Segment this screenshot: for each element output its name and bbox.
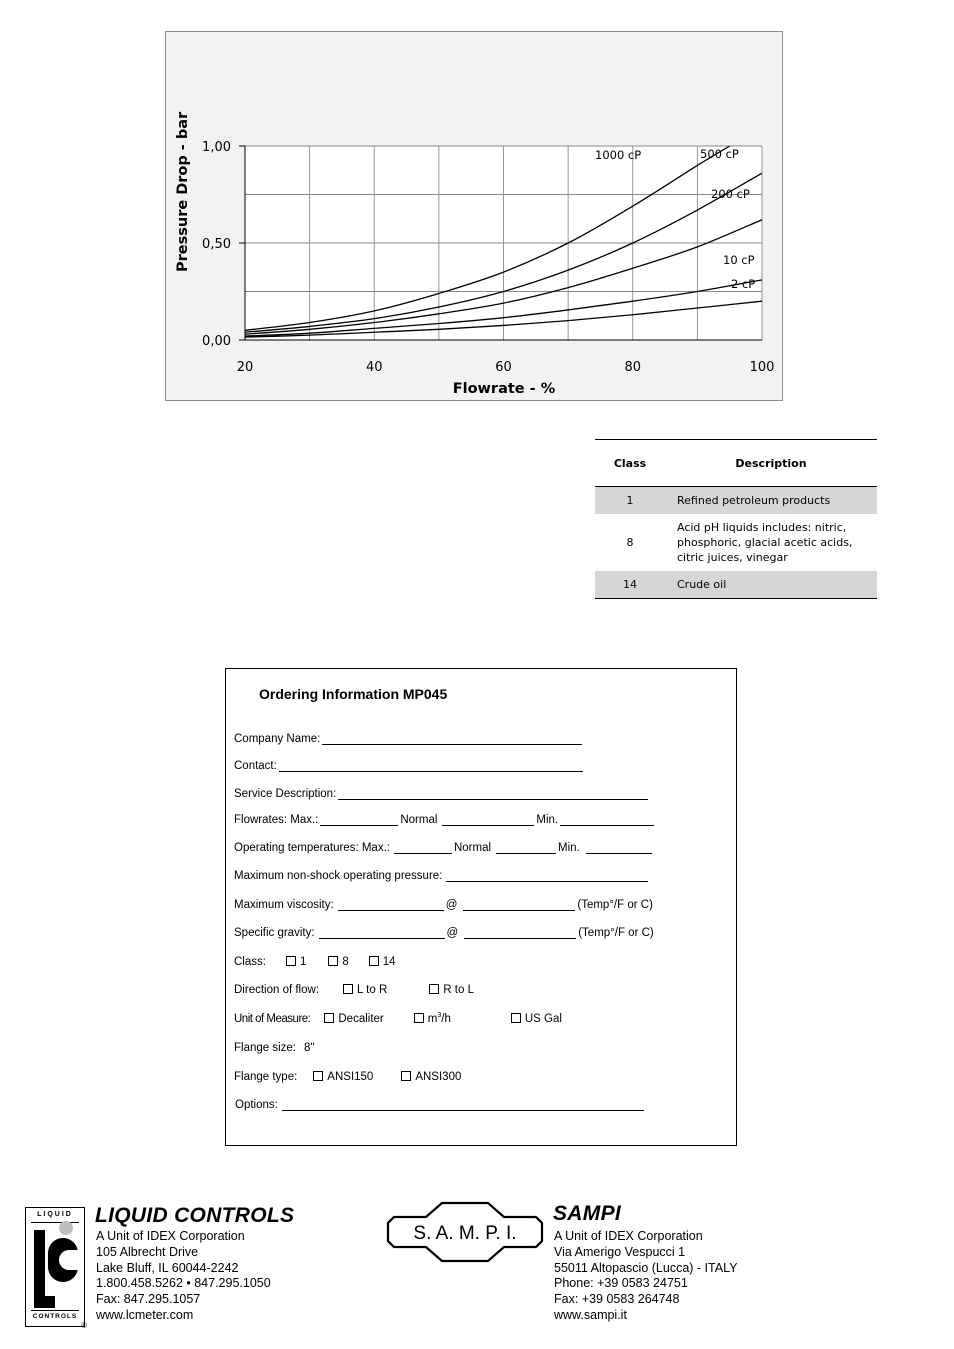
contact-label: Contact: <box>234 760 277 772</box>
pressure-row <box>234 866 650 882</box>
temperatures-row <box>234 838 654 854</box>
lc-website-link[interactable]: www.lcmeter.com <box>96 1307 194 1322</box>
temp-normal-label: Normal <box>453 842 492 854</box>
service-description-label: Service Description: <box>234 788 337 800</box>
x-tick-label: 100 <box>749 360 775 375</box>
class-14-checkbox[interactable] <box>369 956 379 966</box>
options-label: Options: <box>235 1099 278 1111</box>
description-line: Acid pH liquids includes: nitric, <box>677 521 847 534</box>
temp-min-label: Min. <box>558 842 580 854</box>
ansi300-label: ANSI300 <box>415 1071 462 1083</box>
m3h-label <box>428 1012 451 1025</box>
lc-line: Lake Bluff, IL 60044-2242 <box>96 1260 239 1275</box>
sampi-website-link[interactable]: www.sampi.it <box>554 1307 627 1322</box>
ansi150-checkbox[interactable] <box>313 1071 323 1081</box>
class-8-label: 8 <box>342 956 349 968</box>
sampi-line: Phone: +39 0583 24751 <box>554 1276 688 1291</box>
viscosity-temp-field[interactable] <box>463 898 575 911</box>
y-tick-label: 0,00 <box>202 334 231 349</box>
table-row <box>595 571 877 599</box>
gravity-temp-field[interactable] <box>464 926 576 939</box>
pressure-drop-chart <box>0 0 954 420</box>
liquid-controls-logo <box>25 1207 87 1330</box>
class-1-label: 1 <box>299 956 307 968</box>
contact-field[interactable] <box>279 759 583 772</box>
m3h-label-m: m <box>427 1013 438 1025</box>
us-gal-label: US Gal <box>524 1013 562 1025</box>
header-description: Description <box>735 456 807 470</box>
max-pressure-field[interactable] <box>446 869 648 882</box>
gravity-temp-unit: (Temp°/F or C) <box>578 927 654 939</box>
description-cell: Refined petroleum products <box>677 494 831 507</box>
flange-type-label: Flange type: <box>234 1071 298 1083</box>
flange-size-value: 8" <box>304 1042 315 1054</box>
flowrates-max-label: Flowrates: Max.: <box>234 814 319 826</box>
sampi-logo-text: S. A. M. P. I. <box>413 1223 517 1244</box>
x-tick-label: 20 <box>236 360 254 375</box>
x-axis-label: Flowrate - % <box>452 381 556 397</box>
specific-gravity-row <box>234 923 654 939</box>
table-row <box>595 486 877 514</box>
company-name-label: Company Name: <box>234 733 321 745</box>
class-label: Class: <box>234 956 266 968</box>
description-line: citric juices, vinegar <box>677 551 788 564</box>
lc-line: 105 Albrecht Drive <box>96 1244 199 1259</box>
liquid-controls-address <box>96 1229 271 1324</box>
x-tick-label: 40 <box>365 360 383 375</box>
r-to-l-label: R to L <box>443 984 474 996</box>
y-tick-label: 0,50 <box>202 237 231 252</box>
y-axis-label: Pressure Drop - bar <box>175 111 191 272</box>
m3h-label-h: /h <box>441 1013 451 1025</box>
ordering-form <box>225 668 737 1146</box>
series-label: 1000 cP <box>595 148 642 162</box>
options-row <box>235 1095 646 1111</box>
unit-label: Unit of Measure: <box>234 1013 311 1025</box>
class-1-checkbox[interactable] <box>286 956 296 966</box>
max-pressure-label: Maximum non-shock operating pressure: <box>234 870 443 882</box>
company-name-row <box>234 729 584 745</box>
y-tick-label: 1,00 <box>202 140 231 155</box>
unit-row <box>234 1009 562 1025</box>
class-8-checkbox[interactable] <box>328 956 338 966</box>
flowrate-min-label: Min. <box>536 814 559 826</box>
x-tick-label: 60 <box>495 360 512 375</box>
sampi-name: SAMPI <box>553 1202 622 1225</box>
class-14-label: 14 <box>382 956 396 968</box>
specific-gravity-label: Specific gravity: <box>234 927 315 939</box>
decaliter-label: Decaliter <box>338 1013 384 1025</box>
options-field[interactable] <box>282 1098 644 1111</box>
lc-line: A Unit of IDEX Corporation <box>96 1229 245 1243</box>
flange-size-label: Flange size: <box>234 1042 297 1054</box>
header-class: Class <box>613 456 647 470</box>
series-label: 10 cP <box>723 253 755 267</box>
r-to-l-checkbox[interactable] <box>429 984 439 994</box>
m3h-checkbox[interactable] <box>414 1013 424 1023</box>
class-row <box>234 952 396 968</box>
flowrates-row <box>234 810 656 826</box>
x-tick-label: 80 <box>624 360 642 375</box>
series-label: 500 cP <box>700 147 739 161</box>
viscosity-row <box>234 895 653 911</box>
flange-type-row <box>234 1067 461 1083</box>
description-cell: Crude oil <box>677 578 727 591</box>
logo-l-bar <box>34 1230 45 1308</box>
flange-size-row <box>234 1038 315 1054</box>
temperatures-max-label: Operating temperatures: Max.: <box>234 842 390 854</box>
service-description-field[interactable] <box>338 787 648 800</box>
specific-gravity-field[interactable] <box>319 926 445 939</box>
l-to-r-label: L to R <box>357 984 388 996</box>
viscosity-at-label: @ <box>445 899 458 911</box>
gravity-at-label: @ <box>446 927 459 939</box>
sampi-address <box>554 1229 737 1324</box>
lc-line: 1.800.458.5262 • 847.295.1050 <box>96 1276 271 1291</box>
flowrate-max-field[interactable] <box>320 813 398 826</box>
service-description-row <box>234 784 650 800</box>
ansi300-checkbox[interactable] <box>401 1071 411 1081</box>
description-cell <box>665 520 877 565</box>
contact-row <box>234 756 585 772</box>
us-gal-checkbox[interactable] <box>511 1013 521 1023</box>
flowrate-normal-field[interactable] <box>442 813 534 826</box>
description-line: phosphoric, glacial acetic acids, <box>677 536 853 549</box>
series-label: 2 cP <box>731 277 756 291</box>
sampi-line: 55011 Altopascio (Lucca) - ITALY <box>554 1260 738 1275</box>
liquid-controls-name: LIQUID CONTROLS <box>95 1204 295 1227</box>
direction-row <box>234 980 474 996</box>
max-viscosity-label: Maximum viscosity: <box>234 899 334 911</box>
sampi-line: A Unit of IDEX Corporation <box>554 1229 703 1243</box>
flowrate-normal-label: Normal <box>400 814 438 826</box>
sampi-line: Fax: +39 0583 264748 <box>554 1292 680 1307</box>
form-title: Ordering Information MP045 <box>259 686 448 702</box>
l-to-r-checkbox[interactable] <box>343 984 353 994</box>
chart-grid <box>239 146 762 340</box>
temp-normal-field[interactable] <box>496 841 556 854</box>
logo-dot <box>59 1221 73 1235</box>
class-cell: 8 <box>626 536 634 549</box>
viscosity-temp-unit: (Temp°/F or C) <box>577 899 653 911</box>
table-row <box>595 514 877 571</box>
sampi-line: Via Amerigo Vespucci 1 <box>554 1244 686 1259</box>
class-cell: 14 <box>623 578 637 591</box>
table-header-row <box>595 440 877 486</box>
logo-top-text: LIQUID <box>37 1211 73 1218</box>
logo-bottom-text: CONTROLS <box>32 1313 78 1320</box>
direction-label: Direction of flow: <box>234 984 320 996</box>
class-cell: 1 <box>626 494 634 507</box>
registered-mark: ® <box>81 1321 87 1330</box>
decaliter-checkbox[interactable] <box>324 1013 334 1023</box>
flowrate-min-field[interactable] <box>560 813 654 826</box>
series-label: 200 cP <box>711 187 750 201</box>
viscosity-field[interactable] <box>338 898 444 911</box>
lc-line: Fax: 847.295.1057 <box>96 1292 201 1307</box>
m3h-label-exp: 3 <box>437 1012 442 1020</box>
temp-min-field[interactable] <box>586 841 652 854</box>
temp-max-field[interactable] <box>394 841 452 854</box>
ansi150-label: ANSI150 <box>327 1071 374 1083</box>
class-table <box>595 439 877 599</box>
company-name-field[interactable] <box>322 732 582 745</box>
sampi-logo <box>386 1201 544 1263</box>
